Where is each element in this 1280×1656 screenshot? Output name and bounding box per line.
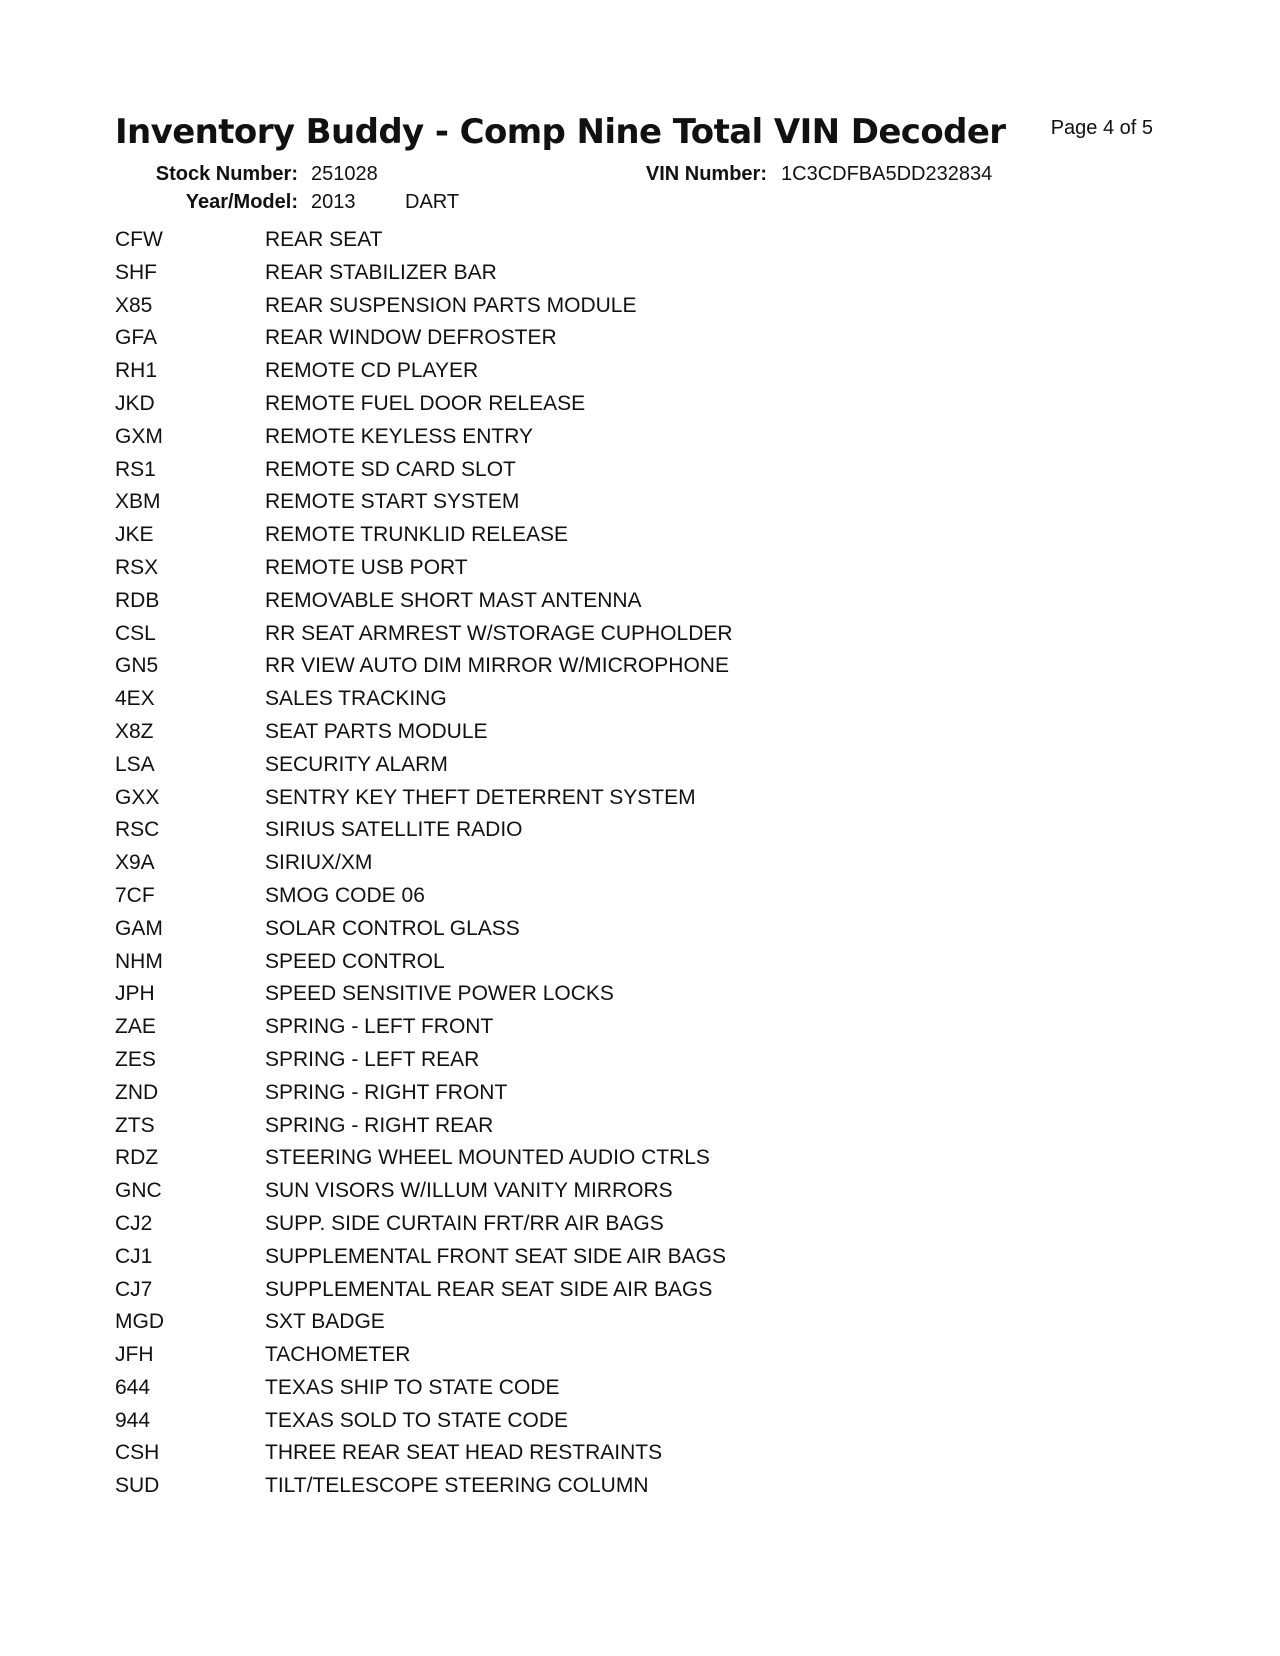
option-code: ZTS [115, 1113, 155, 1137]
option-code: JKD [115, 391, 155, 415]
list-item [115, 686, 733, 719]
list-item [115, 424, 733, 457]
option-description: SPEED CONTROL [265, 949, 445, 973]
option-code: ZES [115, 1047, 156, 1071]
option-description: SALES TRACKING [265, 687, 447, 711]
option-description: TILT/TELESCOPE STEERING COLUMN [265, 1474, 649, 1498]
list-item [115, 981, 733, 1014]
option-code: 7CF [115, 883, 155, 907]
list-item [115, 260, 733, 293]
option-description: TEXAS SOLD TO STATE CODE [265, 1408, 569, 1432]
list-item [115, 883, 733, 916]
option-code: RSC [115, 818, 160, 842]
list-item [115, 752, 733, 785]
list-item [115, 785, 733, 818]
stock-number-value: 251028 [311, 163, 378, 185]
option-code: GFA [115, 326, 158, 350]
option-code: CSH [115, 1441, 160, 1465]
option-description: SMOG CODE 06 [265, 883, 425, 907]
option-description: SUPPLEMENTAL REAR SEAT SIDE AIR BAGS [265, 1277, 713, 1301]
option-description: REMOTE START SYSTEM [265, 490, 520, 514]
option-code: MGD [115, 1310, 164, 1334]
option-description: REMOTE CD PLAYER [265, 359, 479, 383]
option-description: TEXAS SHIP TO STATE CODE [265, 1375, 560, 1399]
option-description: SECURITY ALARM [265, 752, 448, 776]
option-description: RR SEAT ARMREST W/STORAGE CUPHOLDER [265, 621, 733, 645]
option-code: JPH [115, 982, 155, 1006]
option-code: 4EX [115, 687, 155, 711]
option-code: GNC [115, 1179, 162, 1203]
option-code: X85 [115, 293, 153, 317]
list-item [115, 391, 733, 424]
list-item [115, 489, 733, 522]
list-item [115, 1473, 733, 1506]
option-description: SXT BADGE [265, 1310, 385, 1334]
option-code: RH1 [115, 359, 158, 383]
year-value: 2013 [311, 191, 356, 213]
option-description: SPRING - RIGHT FRONT [265, 1080, 508, 1104]
option-code: RSX [115, 555, 159, 579]
option-description: REMOTE SD CARD SLOT [265, 457, 516, 481]
option-description: SEAT PARTS MODULE [265, 719, 488, 743]
list-item [115, 293, 733, 326]
list-item [115, 1211, 733, 1244]
option-description: REAR SUSPENSION PARTS MODULE [265, 293, 637, 317]
option-code: SUD [115, 1474, 160, 1498]
option-code-list [115, 227, 733, 1506]
option-code: RDZ [115, 1146, 159, 1170]
option-code: ZAE [115, 1015, 156, 1039]
option-description: SUPP. SIDE CURTAIN FRT/RR AIR BAGS [265, 1211, 664, 1235]
model-value: DART [405, 191, 460, 213]
option-description: STEERING WHEEL MOUNTED AUDIO CTRLS [265, 1146, 710, 1170]
option-description: SPRING - LEFT REAR [265, 1047, 480, 1071]
option-code: X9A [115, 851, 155, 875]
document-title: Inventory Buddy - Comp Nine Total VIN Decoder [115, 112, 1006, 152]
list-item [115, 1440, 733, 1473]
stock-number-label: Stock Number: [155, 163, 298, 185]
list-item [115, 1113, 733, 1146]
list-item [115, 817, 733, 850]
option-code: 644 [115, 1375, 151, 1399]
option-code: XBM [115, 490, 161, 514]
list-item [115, 1375, 733, 1408]
list-item [115, 1244, 733, 1277]
option-code: CJ2 [115, 1211, 153, 1235]
option-code: ZND [115, 1080, 159, 1104]
vin-label: VIN Number: [645, 163, 767, 185]
option-code: NHM [115, 949, 163, 973]
option-code: SHF [115, 260, 157, 284]
option-description: REMOVABLE SHORT MAST ANTENNA [265, 588, 642, 612]
list-item [115, 588, 733, 621]
option-code: GXX [115, 785, 160, 809]
year-model-label: Year/Model: [185, 191, 298, 213]
list-item [115, 227, 733, 260]
list-item [115, 1145, 733, 1178]
option-code: RDB [115, 588, 160, 612]
list-item [115, 1178, 733, 1211]
list-item [115, 1014, 733, 1047]
list-item [115, 1277, 733, 1310]
option-description: TACHOMETER [265, 1343, 411, 1367]
list-item [115, 522, 733, 555]
list-item [115, 1080, 733, 1113]
option-description: REAR SEAT [265, 228, 383, 251]
option-description: REMOTE KEYLESS ENTRY [265, 424, 534, 448]
option-code: CSL [115, 621, 156, 645]
option-code: JKE [115, 523, 154, 547]
option-description: SUPPLEMENTAL FRONT SEAT SIDE AIR BAGS [265, 1244, 726, 1268]
option-description: SUN VISORS W/ILLUM VANITY MIRRORS [265, 1179, 673, 1203]
option-description: SOLAR CONTROL GLASS [265, 916, 520, 940]
list-item [115, 1309, 733, 1342]
list-item [115, 457, 733, 490]
list-item [115, 555, 733, 588]
option-code: CFW [115, 228, 163, 251]
option-code: LSA [115, 752, 155, 776]
option-code: RS1 [115, 457, 156, 481]
vin-value: 1C3CDFBA5DD232834 [781, 163, 993, 185]
option-code: CJ1 [115, 1244, 153, 1268]
option-code: 944 [115, 1408, 151, 1432]
option-description: SPRING - LEFT FRONT [265, 1015, 494, 1039]
option-description: REMOTE TRUNKLID RELEASE [265, 523, 569, 547]
list-item [115, 325, 733, 358]
page-indicator: Page 4 of 5 [1050, 117, 1153, 139]
option-description: SPRING - RIGHT REAR [265, 1113, 494, 1137]
option-description: REAR WINDOW DEFROSTER [265, 326, 557, 350]
option-description: THREE REAR SEAT HEAD RESTRAINTS [265, 1441, 663, 1465]
list-item [115, 1047, 733, 1080]
option-code: CJ7 [115, 1277, 153, 1301]
option-description: SENTRY KEY THEFT DETERRENT SYSTEM [265, 785, 696, 809]
option-code: JFH [115, 1343, 154, 1367]
list-item [115, 1408, 733, 1441]
option-description: SIRIUX/XM [265, 851, 373, 875]
option-code: GAM [115, 916, 163, 940]
option-description: SPEED SENSITIVE POWER LOCKS [265, 982, 614, 1006]
list-item [115, 850, 733, 883]
list-item [115, 358, 733, 391]
option-code: X8Z [115, 719, 154, 743]
list-item [115, 949, 733, 982]
option-description: SIRIUS SATELLITE RADIO [265, 818, 523, 842]
list-item [115, 653, 733, 686]
option-code: GXM [115, 424, 163, 448]
list-item [115, 916, 733, 949]
option-code: GN5 [115, 654, 159, 678]
list-item [115, 1342, 733, 1375]
list-item [115, 621, 733, 654]
option-description: RR VIEW AUTO DIM MIRROR W/MICROPHONE [265, 654, 729, 678]
option-description: REMOTE USB PORT [265, 555, 468, 579]
option-description: REMOTE FUEL DOOR RELEASE [265, 391, 586, 415]
option-description: REAR STABILIZER BAR [265, 260, 497, 284]
list-item [115, 719, 733, 752]
